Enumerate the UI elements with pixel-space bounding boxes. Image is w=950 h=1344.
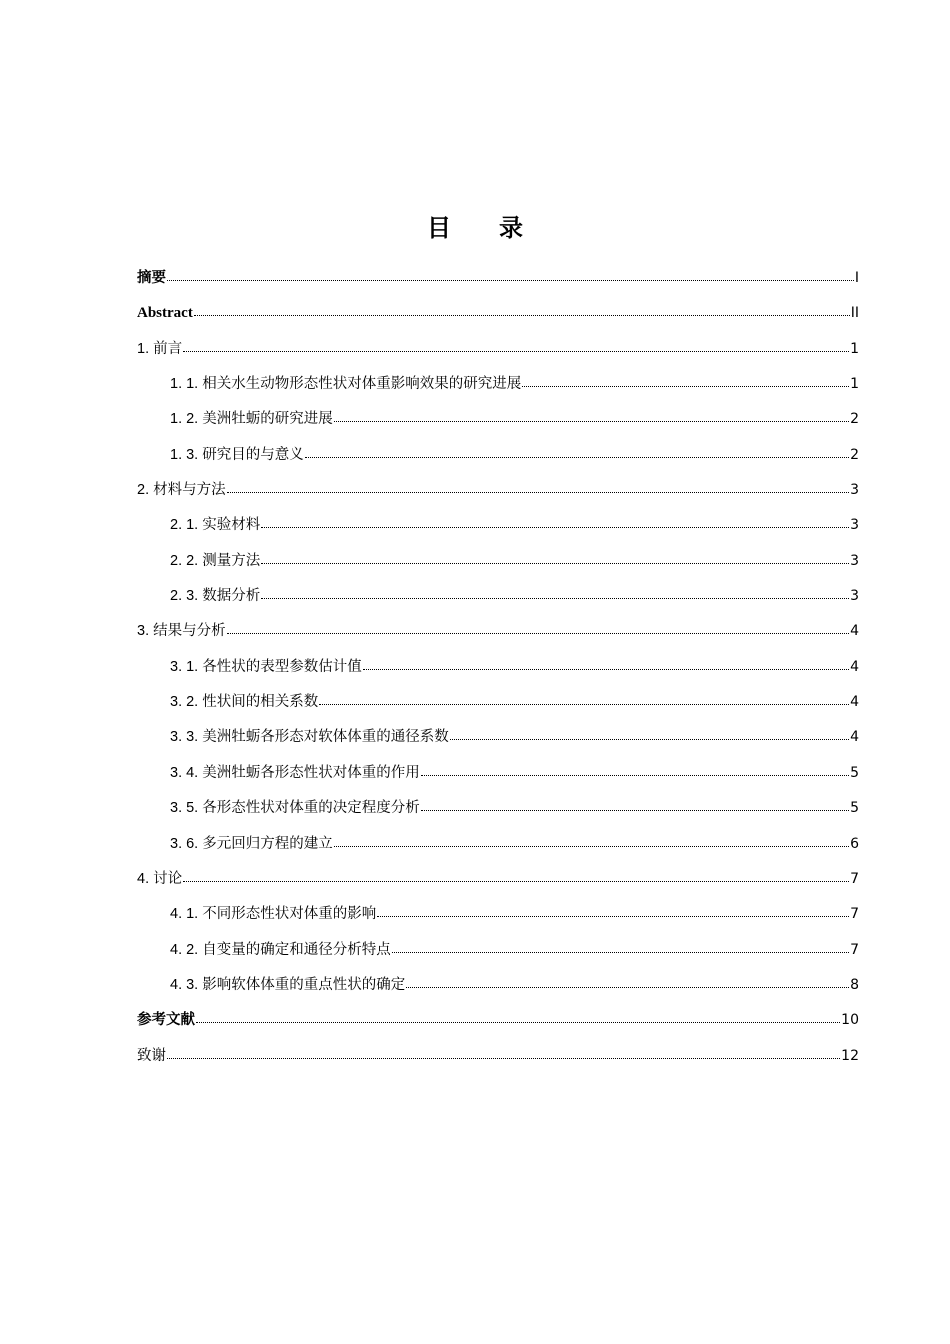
dot-leader [319,692,849,706]
toc-entry-number: 1. [137,340,150,357]
toc-entry-text: 前言 [153,340,183,357]
toc-page-number: 1 [850,340,859,357]
toc-entry-text: 致谢 [137,1047,166,1064]
toc-page-number: 4 [850,623,859,640]
toc-entry-label[interactable] [170,509,260,541]
toc-entry-text: 实验材料 [202,517,261,534]
toc-entry[interactable] [137,580,859,615]
toc-entry-text: 讨论 [153,870,183,887]
toc-entry-label[interactable] [170,580,260,612]
toc-entry[interactable] [137,934,859,969]
toc-entry-text: 美洲牡蛎各形态对软体体重的通径系数 [202,729,449,746]
toc-entry[interactable] [137,297,859,332]
toc-entry-label[interactable] [137,1040,166,1072]
toc-entry-label[interactable] [170,969,405,1001]
toc-entry[interactable] [137,969,859,1004]
toc-entry-text: 数据分析 [202,588,261,605]
toc-entry-text: 影响软体体重的重点性状的确定 [202,976,406,993]
dot-leader [363,657,849,671]
toc-entry[interactable] [137,721,859,756]
toc-page-number: 12 [841,1047,859,1064]
toc-page-number: 2 [850,446,859,463]
toc-entry-label[interactable] [170,686,318,718]
toc-entry[interactable] [137,403,859,438]
toc-entry-number: 4. 1. [170,906,199,923]
toc-entry-number: 3. 2. [170,694,199,711]
toc-entry-text: 自变量的确定和通径分析特点 [202,941,391,958]
toc-entry-label[interactable] [170,792,420,824]
toc-entry-text: 性状间的相关系数 [202,694,319,711]
dot-leader [421,798,849,812]
toc-entry-number: 2. [137,482,150,499]
dot-leader [450,727,849,741]
dot-leader [194,303,850,317]
toc-page-number: 3 [850,552,859,569]
dot-leader [227,480,849,494]
dot-leader [305,445,849,459]
toc-entry[interactable] [137,474,859,509]
toc-entry-number: 2. 1. [170,517,199,534]
toc-page-number: 7 [850,941,859,958]
toc-entry-text: 各性状的表型参数估计值 [202,658,362,675]
toc-entry-text: 不同形态性状对体重的影响 [202,906,377,923]
dot-leader [522,374,849,388]
toc-entry[interactable] [137,545,859,580]
toc-page-number: 1 [850,376,859,393]
toc-title [0,208,950,248]
toc-page-number: 4 [850,694,859,711]
toc-page-number: II [850,305,859,322]
toc-entry[interactable] [137,651,859,686]
toc-page-number: 7 [850,870,859,887]
dot-leader [196,1010,840,1024]
toc-page-number: 2 [850,411,859,428]
toc-entry-number: 3. 5. [170,800,199,817]
toc-page-number: 8 [850,976,859,993]
toc-entry-label[interactable] [170,403,333,435]
toc-entry-label[interactable] [170,934,391,966]
toc-entry-number: 1. 1. [170,376,199,393]
toc-entry-label[interactable] [170,368,521,400]
toc-entry-text: 美洲牡蛎各形态性状对体重的作用 [202,764,420,781]
toc-entry-number: 3. [137,623,150,640]
toc-page-number: 10 [841,1012,859,1029]
toc-page-number: 3 [850,517,859,534]
toc-entry[interactable] [137,615,859,650]
toc-entry-text: 各形态性状对体重的决定程度分析 [202,800,420,817]
toc-page-number: 4 [850,729,859,746]
toc-entry[interactable] [137,1040,859,1075]
toc-entry-label[interactable] [170,439,304,471]
dot-leader [261,515,849,529]
toc-entry-text: 参考文献 [137,1012,195,1029]
toc-entry[interactable] [137,368,859,403]
toc-entry[interactable] [137,863,859,898]
dot-leader [227,621,849,635]
toc-entry-text: 多元回归方程的建立 [202,835,333,852]
toc-entry-label[interactable] [170,651,362,683]
toc-entry-number: 3. 6. [170,835,199,852]
toc-entry[interactable] [137,262,859,297]
dot-leader [334,834,849,848]
toc-entry[interactable] [137,792,859,827]
toc-title-char-2: 录 [499,214,523,242]
toc-entry-number: 3. 1. [170,658,199,675]
toc-entry-number: 3. 4. [170,764,199,781]
toc-entry-text: 摘要 [137,270,166,286]
toc-page-number: 3 [850,588,859,605]
toc-entry[interactable] [137,757,859,792]
toc-entry-text: 结果与分析 [153,623,226,640]
toc-entry-number: 1. 3. [170,446,199,463]
toc-page-number: 4 [850,658,859,675]
toc-entry-label[interactable] [137,615,226,647]
toc-entry-number: 2. 2. [170,552,199,569]
table-of-contents [137,262,859,1075]
toc-entry-label[interactable] [137,474,226,506]
toc-entry[interactable] [137,898,859,933]
dot-leader [261,551,849,565]
toc-entry-label[interactable] [137,333,182,365]
toc-entry-label[interactable] [170,898,376,930]
toc-page-number: I [854,270,859,286]
toc-entry-text: 美洲牡蛎的研究进展 [202,411,333,428]
dot-leader [167,1046,840,1060]
dot-leader [183,869,849,883]
toc-entry-number: 1. 2. [170,411,199,428]
toc-entry-label[interactable] [137,863,182,895]
toc-entry[interactable] [137,509,859,544]
toc-entry[interactable] [137,439,859,474]
toc-entry-label[interactable] [170,828,333,860]
dot-leader [421,763,849,777]
toc-page-number: 5 [850,800,859,817]
toc-entry-text: 测量方法 [202,552,261,569]
toc-entry-text: 材料与方法 [153,482,226,499]
toc-entry[interactable] [137,333,859,368]
toc-entry[interactable] [137,828,859,863]
dot-leader [183,339,849,353]
toc-entry-number: 4. 2. [170,941,199,958]
toc-entry-number: 3. 3. [170,729,199,746]
toc-entry[interactable] [137,1004,859,1039]
toc-entry-number: 2. 3. [170,588,199,605]
toc-entry-text: Abstract [137,305,193,322]
toc-entry-text: 相关水生动物形态性状对体重影响效果的研究进展 [202,376,522,393]
toc-entry-label[interactable] [170,757,420,789]
dot-leader [377,904,849,918]
dot-leader [261,586,849,600]
toc-entry-label[interactable] [137,262,166,294]
toc-page-number: 5 [850,764,859,781]
toc-entry-label[interactable] [137,297,193,329]
toc-entry-label[interactable] [137,1004,195,1036]
toc-page-number: 6 [850,835,859,852]
toc-entry-label[interactable] [170,721,449,753]
dot-leader [406,975,849,989]
toc-entry[interactable] [137,686,859,721]
toc-entry-number: 4. 3. [170,976,199,993]
toc-page-number: 3 [850,482,859,499]
toc-title-char-1: 目 [427,214,451,242]
toc-entry-label[interactable] [170,545,260,577]
dot-leader [334,409,849,423]
toc-entry-text: 研究目的与意义 [202,446,304,463]
toc-entry-number: 4. [137,870,150,887]
dot-leader [392,940,849,954]
dot-leader [167,268,854,282]
toc-page-number: 7 [850,906,859,923]
